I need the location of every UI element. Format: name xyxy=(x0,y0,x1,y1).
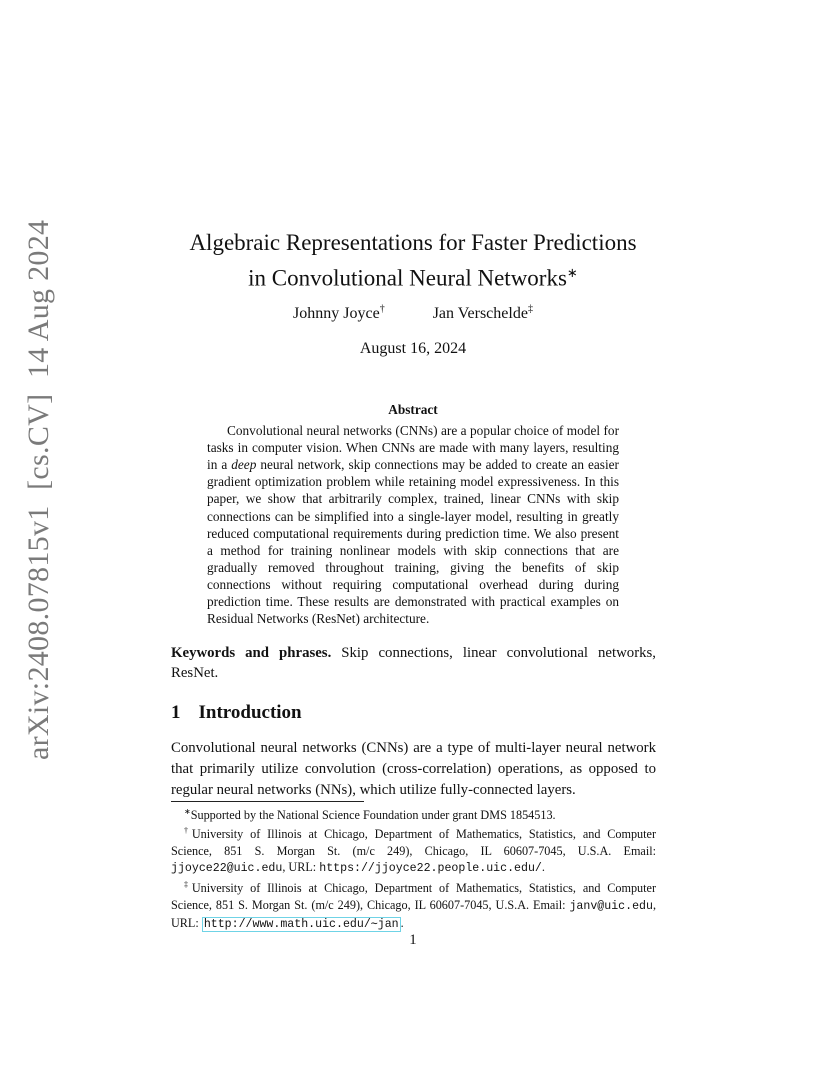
keywords-label: Keywords and phrases. xyxy=(171,645,332,661)
author xyxy=(433,305,533,322)
keywords xyxy=(171,643,656,683)
footnote-mark: ∗ xyxy=(184,807,191,816)
author xyxy=(293,305,385,322)
abstract-heading: Abstract xyxy=(388,402,438,417)
abstract-emphasis: deep xyxy=(231,457,257,473)
arxiv-stamp xyxy=(20,219,56,760)
abstract xyxy=(207,401,619,627)
author-email: jjoyce22@uic.edu xyxy=(171,862,283,876)
author-name: Johnny Joyce xyxy=(293,305,380,323)
abstract-text-part: Convolutional neural networks (CNNs) are a popular choice of model for tasks in computer vision. When CNNs are made with many layers, resulting in a xyxy=(207,423,619,473)
section-title: Introduction xyxy=(198,702,302,723)
footnote-text: , URL: xyxy=(282,860,320,875)
footnote-mark: ‡ xyxy=(184,880,192,890)
section-number: 1 xyxy=(171,702,181,723)
footnote-rule xyxy=(171,801,364,802)
author-list xyxy=(150,304,676,323)
title-line-1: Algebraic Representations for Faster Predictions xyxy=(189,230,637,255)
footnote-mark: † xyxy=(184,826,192,836)
author-footnote-mark: † xyxy=(379,304,385,315)
title-line-2: in Convolutional Neural Networks xyxy=(248,265,567,291)
footnote xyxy=(171,804,656,823)
footnote xyxy=(171,877,656,933)
footnote xyxy=(171,823,656,877)
footnote-text: . xyxy=(400,915,404,930)
footnote-text: , URL: xyxy=(171,897,656,930)
footnotes xyxy=(171,804,656,933)
section-heading xyxy=(171,702,302,724)
arxiv-identifier: arXiv:2408.07815v1 [cs.CV] 14 Aug 2024 xyxy=(22,219,55,760)
title-footnote-mark: ∗ xyxy=(566,265,578,280)
footnote-text: . xyxy=(541,860,545,875)
author-url-link[interactable]: http://www.math.uic.edu/∼jan xyxy=(203,917,399,931)
keywords-text: Skip connections, linear convolutional networks, ResNet. xyxy=(171,645,656,681)
paper-title xyxy=(150,228,676,294)
page-number: 1 xyxy=(409,932,417,948)
author-email: janv@uic.edu xyxy=(569,899,653,913)
footnote-text: University of Illinois at Chicago, Department of Mathematics, Statistics, and Computer Science, 851 S. Morgan St. (m/c 249), Chicago, IL 60607-7045, U.S.A. Email: xyxy=(171,827,657,858)
publication-date: August 16, 2024 xyxy=(359,340,467,357)
abstract-text xyxy=(207,422,619,627)
author-name: Jan Verschelde xyxy=(432,305,528,323)
author-url: https://jjoyce22.people.uic.edu/ xyxy=(319,862,542,876)
footnote-text: Supported by the National Science Foundation under grant DMS 1854513. xyxy=(190,808,556,823)
abstract-text-part: neural network, skip connections may be added to create an easier gradient optimization problem while retaining model expressiveness. In this paper, we show that arbitrarily complex, trained, linear CNNs with skip connections can be simplified into a single-layer model, resulting in greatly reduced computational requirements during prediction time. We also present a method for training nonlinear models with skip connections that are gradually removed throughout training, giving the benefits of skip connections without requiring computational overhead during during prediction time. These results are demonstrated with practical examples on Residual Networks (ResNet) architecture. xyxy=(207,457,619,627)
author-footnote-mark: ‡ xyxy=(527,304,533,315)
footnote-text: University of Illinois at Chicago, Department of Mathematics, Statistics, and Computer Science, 851 S. Morgan St. (m/c 249), Chicago, IL 60607-7045, U.S.A. Email: xyxy=(171,881,657,912)
intro-paragraph: Convolutional neural networks (CNNs) are a type of multi-layer neural network that primarily utilize convolution (cross-correlation) operations, as opposed to regular neural networks (NNs), which utilize fully-connected layers. xyxy=(171,740,656,798)
